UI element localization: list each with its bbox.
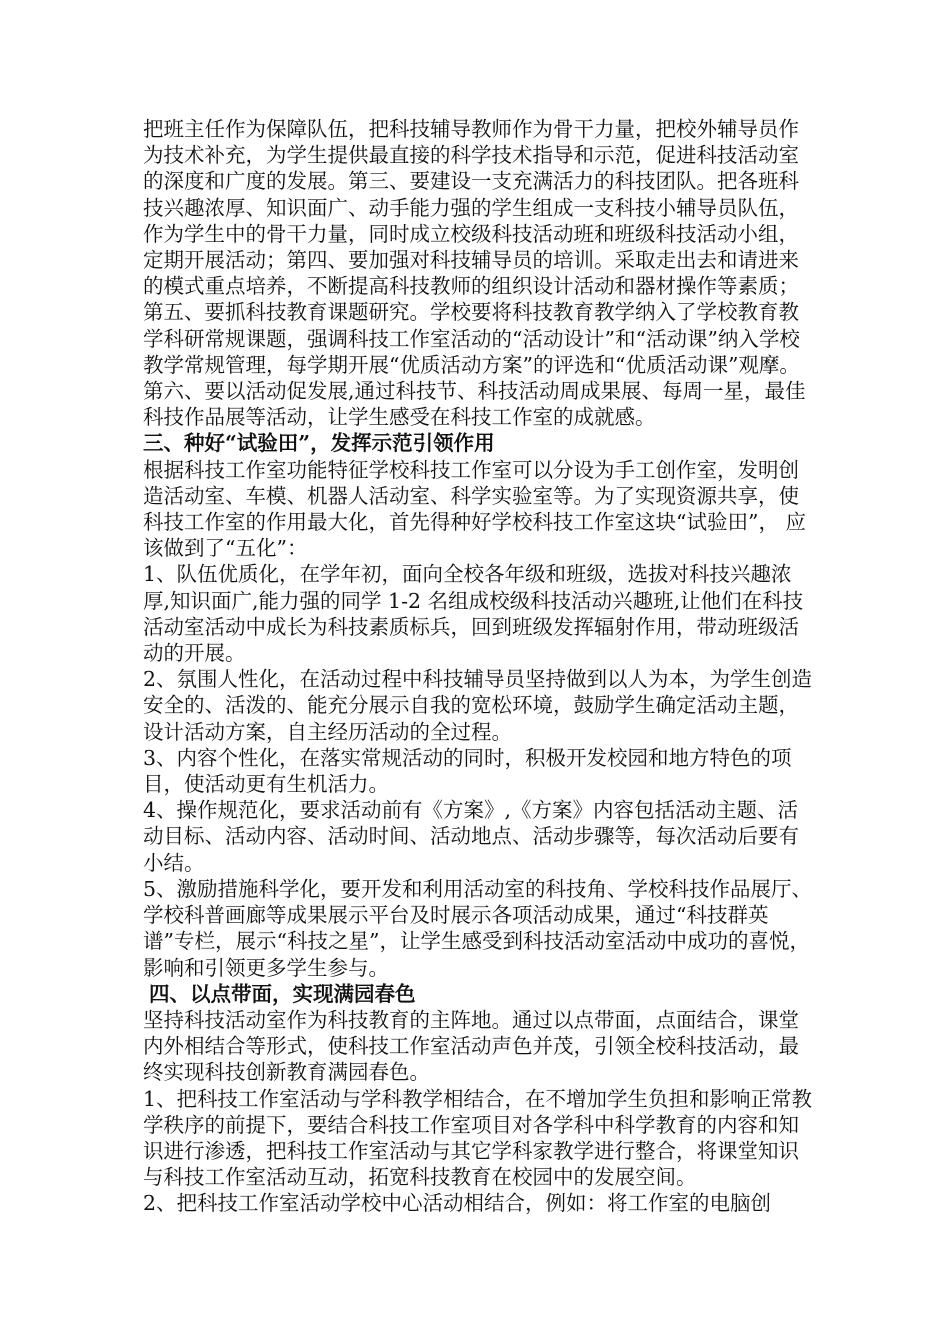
document-body xyxy=(143,116,813,1217)
list-item-4: 4、操作规范化，要求活动前有《方案》,《方案》内容包括活动主题、活动目标、活动内容、活动时间、活动地点、活动步骤等，每次活动后要有小结。 xyxy=(143,798,799,875)
paragraph-team-building: 把班主任作为保障队伍，把科技辅导教师作为骨干力量，把校外辅导员作为技术补充，为学生提供最直接的科学技术指导和示范，促进科技活动室的深度和广度的发展。第三、要建设一支充满活力的科技团队。把各班科技兴趣浓厚、知识面广、动手能力强的学生组成一支科技小辅导员队伍，作为学生中的骨干力量，同时成立校级科技活动班和班级科技活动小组，定期开展活动；第四、要加强对科技辅导员的培训。采取走出去和请进来的模式重点培养，不断提高科技教师的组织设计活动和器材操作等素质；第五、要抓科技教育课题研究。学校要将科技教育教学纳入了学校教育教学科研常规课题，强调科技工作室活动的“活动设计”和“活动课”纳入学校教学常规管理，每学期开展“优质活动方案”的评选和“优质活动课”观摩。 第六、要以活动促发展,通过科技节、科技活动周成果展、每周一星，最佳科技作品展等活动，让学生感受在科技工作室的成就感。 xyxy=(143,117,806,430)
list-item-b1: 1、把科技工作室活动与学科教学相结合，在不增加学生负担和影响正常教学秩序的前提下，要结合科技工作室项目对各学科中科学教育的内容和知识进行渗透，把科技工作室活动与其它学科家教学进行整合，将课堂知识与科技工作室活动互动，拓宽科技教育在校园中的发展空间。 xyxy=(143,1086,813,1190)
section-heading-four: 四、以点带面，实现满园春色 xyxy=(149,981,416,1006)
list-item-2: 2、氛围人性化，在活动过程中科技辅导员坚持做到以人为本，为学生创造安全的、活泼的、能充分展示自我的宽松环境，鼓励学生确定活动主题，设计活动方案，自主经历活动的全过程。 xyxy=(143,667,813,744)
list-item-b2: 2、把科技工作室活动学校中心活动相结合，例如：将工作室的电脑创 xyxy=(143,1191,772,1216)
section-heading-three: 三、种好“试验田”，发挥示范引领作用 xyxy=(143,431,495,456)
list-item-3: 3、内容个性化，在落实常规活动的同时，积极开发校园和地方特色的项目，使活动更有生机活力。 xyxy=(143,745,792,797)
paragraph-main-position: 坚持科技活动室作为科技教育的主阵地。通过以点带面，点面结合，课堂内外相结合等形式，使科技工作室活动声色并茂，引领全校科技活动，最终实现科技创新教育满园春色。 xyxy=(143,1007,799,1085)
paragraph-workshop-intro: 根据科技工作室功能特征学校科技工作室可以分设为手工创作室，发明创造活动室、车模、机器人活动室、科学实验室等。为了实现资源共享，使科技工作室的作用最大化，首先得种好学校科技工作室这块“试验田”， 应该做到了“五化”： xyxy=(143,457,806,561)
list-item-1: 1、队伍优质化，在学年初，面向全校各年级和班级，选拔对科技兴趣浓厚,知识面广,能力强的同学 1-2 名组成校级科技活动兴趣班,让他们在科技活动室活动中成长为科技素质标兵，回到班级发挥辐射作用，带动班级活动的开展。 xyxy=(143,562,804,666)
list-item-5: 5、激励措施科学化，要开发和利用活动室的科技角、学校科技作品展厅、学校科普画廊等成果展示平台及时展示各项活动成果，通过“科技群英谱”专栏，展示“科技之星”，让学生感受到科技活动室活动中成功的喜悦，影响和引领更多学生参与。 xyxy=(143,876,813,980)
